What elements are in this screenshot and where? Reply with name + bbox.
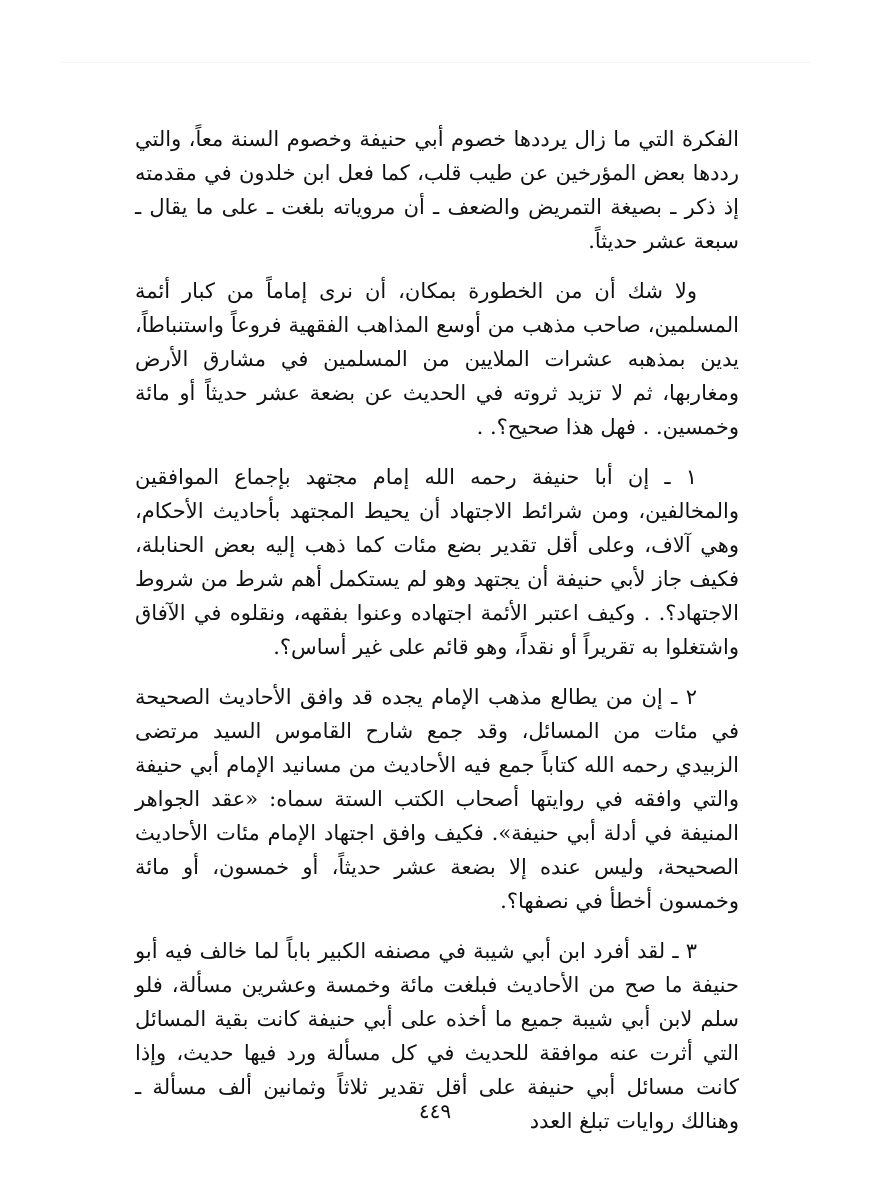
page-number: ٤٤٩	[418, 1099, 452, 1123]
body-text	[135, 122, 739, 1154]
page-top-edge	[60, 62, 810, 63]
paragraph-3: ١ ـ إن أبا حنيفة رحمه الله إمام مجتهد بإجماع الموافقين والمخالفين، ومن شرائط الاجتهاد أن يحيط المجتهد بأحاديث الأحكام، وهي آلاف، وعلى أقل تقدير بضع مئات كما ذهب إليه بعض الحنابلة، فكيف جاز لأبي حنيفة أن يجتهد وهو لم يستكمل أهم شرط من شروط الاجتهاد؟. . وكيف اعتبر الأئمة اجتهاده وعنوا بفقهه، ونقلوه في الآفاق واشتغلوا به تقريراً أو نقداً، وهو قائم على غير أساس؟.	[135, 465, 739, 659]
paragraph-4: ٢ ـ إن من يطالع مذهب الإمام يجده قد وافق الأحاديث الصحيحة في مئات من المسائل، وقد جمع شارح القاموس السيد مرتضى الزبيدي رحمه الله كتاباً جمع فيه الأحاديث من مسانيد الإمام أبي حنيفة والتي وافقه في روايتها أصحاب الكتب الستة سماه: «عقد الجواهر المنيفة في أدلة أبي حنيفة». فكيف وافق اجتهاد الإمام مئات الأحاديث الصحيحة، وليس عنده إلا بضعة عشر حديثاً، أو خمسون، أو مائة وخمسون أخطأ في نصفها؟.	[135, 685, 739, 913]
paragraph-5: ٣ ـ لقد أفرد ابن أبي شيبة في مصنفه الكبير باباً لما خالف فيه أبو حنيفة ما صح من الأحاديث فبلغت مائة وخمسة وعشرين مسألة، فلو سلم لابن أبي شيبة جميع ما أخذه على أبي حنيفة كانت بقية المسائل التي أثرت عنه موافقة للحديث في كل مسألة ورد فيها حديث، وإذا كانت مسائل أبي حنيفة على أقل تقدير ثلاثاً وثمانين ألف مسألة ـ وهنالك روايات تبلغ العدد	[135, 939, 739, 1133]
paragraph-1: الفكرة التي ما زال يرددها خصوم أبي حنيفة وخصوم السنة معاً، والتي رددها بعض المؤرخين عن طيب قلب، كما فعل ابن خلدون في مقدمته إذ ذكر ـ بصيغة التمريض والضعف ـ أن مروياته بلغت ـ على ما يقال ـ سبعة عشر حديثاً.	[135, 127, 739, 253]
paragraph-2: ولا شك أن من الخطورة بمكان، أن نرى إماماً من كبار أئمة المسلمين، صاحب مذهب من أوسع المذاهب الفقهية فروعاً واستنباطاً، يدين بمذهبه عشرات الملايين من المسلمين في مشارق الأرض ومغاربها، ثم لا تزيد ثروته في الحديث عن بضعة عشر حديثاً أو مائة وخمسين. . فهل هذا صحيح؟. .	[135, 279, 739, 439]
